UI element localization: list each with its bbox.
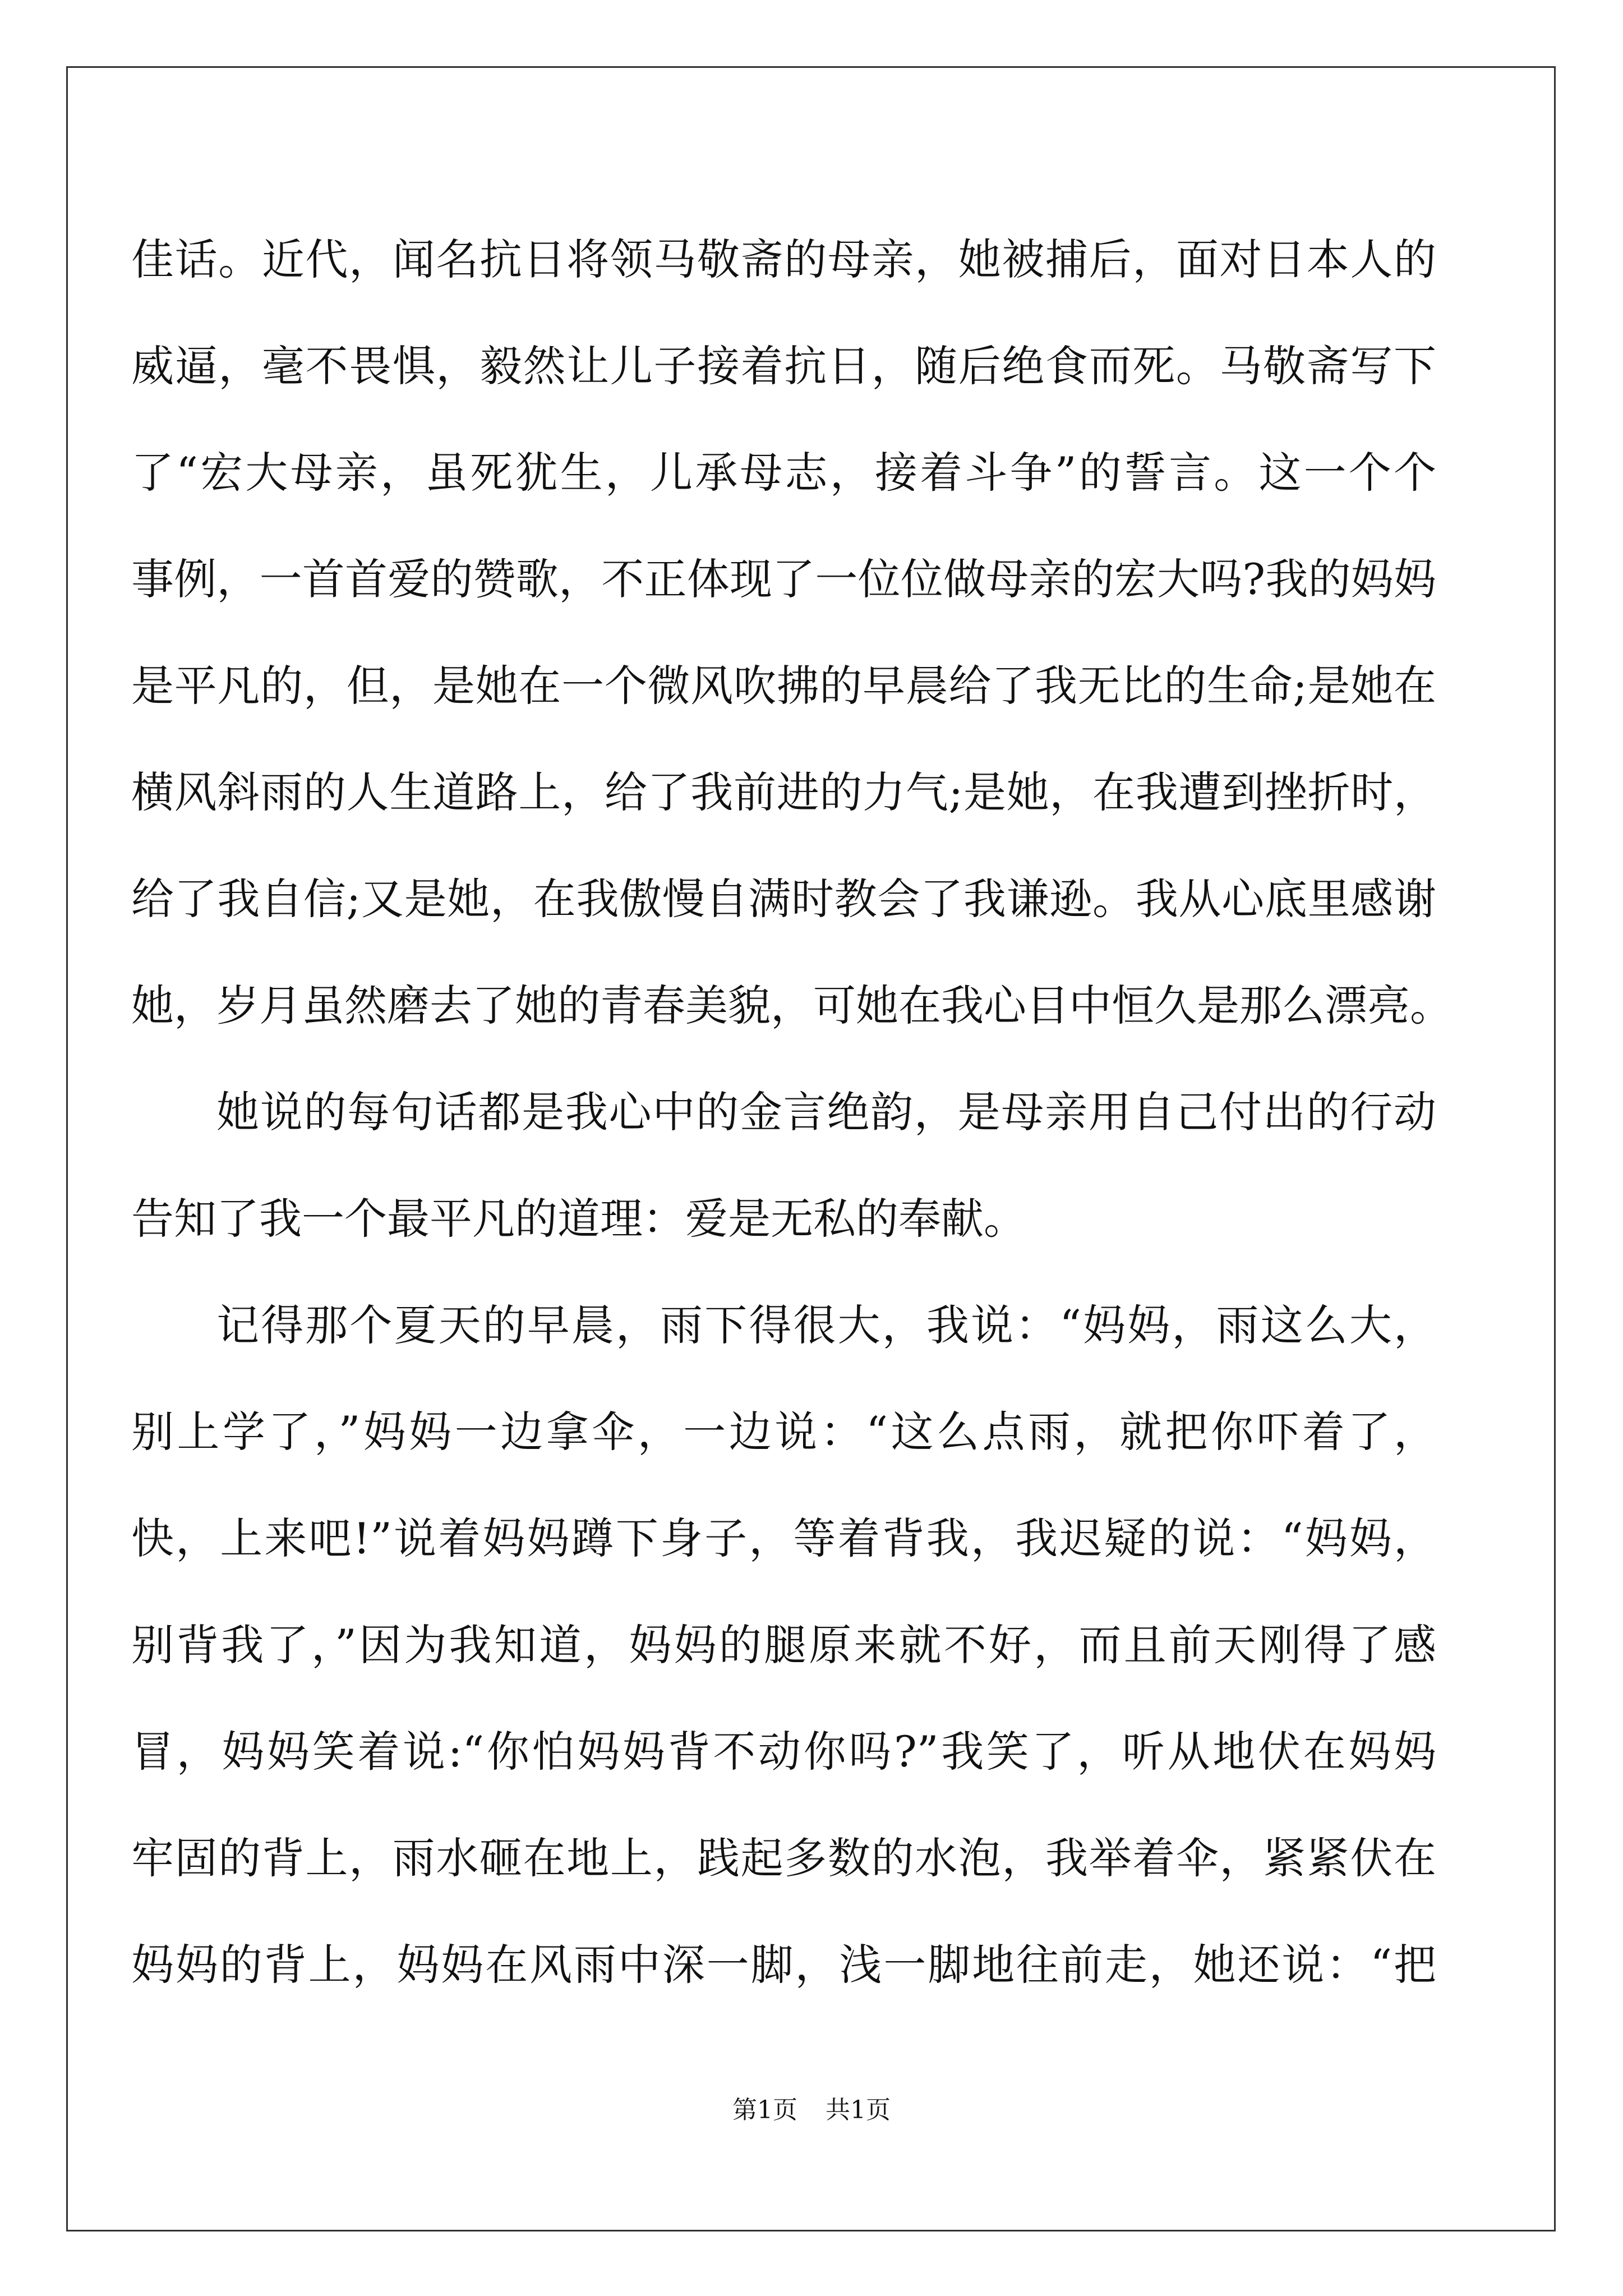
text-line: 她说的每句话都是我心中的金言绝韵，是母亲用自己付出的行动 [216, 1087, 1436, 1137]
text-line: 别背我了，”因为我知道，妈妈的腿原来就不好，而且前天刚得了感 [131, 1620, 1436, 1670]
paragraph [131, 1272, 1567, 2018]
text-line: 别上学了，”妈妈一边拿伞，一边说：“这么点雨，就把你吓着了， [131, 1407, 1436, 1457]
text-line: 妈妈的背上，妈妈在风雨中深一脚，浅一脚地往前走，她还说：“把 [131, 1940, 1436, 1990]
text-line: 她，岁月虽然磨去了她的青春美貌，可她在我心目中恒久是那么漂亮。 [131, 981, 1453, 1030]
page-number: 第1页 [732, 2096, 797, 2124]
text-line: 了“宏大母亲，虽死犹生，儿承母志，接着斗争”的誓言。这一个个 [131, 448, 1436, 498]
document-body [131, 206, 1567, 2018]
page-footer [0, 2090, 1623, 2125]
page-total: 共1页 [826, 2096, 891, 2124]
text-line: 给了我自信;又是她，在我傲慢自满时教会了我谦逊。我从心底里感谢 [131, 874, 1436, 924]
paragraph [131, 1059, 1567, 1272]
text-line: 是平凡的，但，是她在一个微风吹拂的早晨给了我无比的生命;是她在 [131, 661, 1436, 711]
text-line: 威逼，毫不畏惧，毅然让儿子接着抗日，随后绝食而死。马敬斋写下 [131, 341, 1436, 391]
text-line: 横风斜雨的人生道路上，给了我前进的力气;是她，在我遭到挫折时， [131, 767, 1436, 817]
text-line: 告知了我一个最平凡的道理：爱是无私的奉献。 [131, 1194, 1026, 1244]
text-line: 佳话。近代，闻名抗日将领马敬斋的母亲，她被捕后，面对日本人的 [131, 234, 1436, 284]
text-line: 记得那个夏天的早晨，雨下得很大，我说：“妈妈，雨这么大， [216, 1300, 1436, 1350]
text-line: 冒，妈妈笑着说:“你怕妈妈背不动你吗?”我笑了，听从地伏在妈妈 [131, 1727, 1436, 1777]
text-line: 快，上来吧!”说着妈妈蹲下身子，等着背我，我迟疑的说：“妈妈， [131, 1513, 1436, 1563]
paragraph [131, 206, 1567, 1059]
text-line: 牢固的背上，雨水砸在地上，践起多数的水泡，我举着伞，紧紧伏在 [131, 1833, 1436, 1883]
text-line: 事例，一首首爱的赞歌，不正体现了一位位做母亲的宏大吗?我的妈妈 [131, 554, 1436, 604]
